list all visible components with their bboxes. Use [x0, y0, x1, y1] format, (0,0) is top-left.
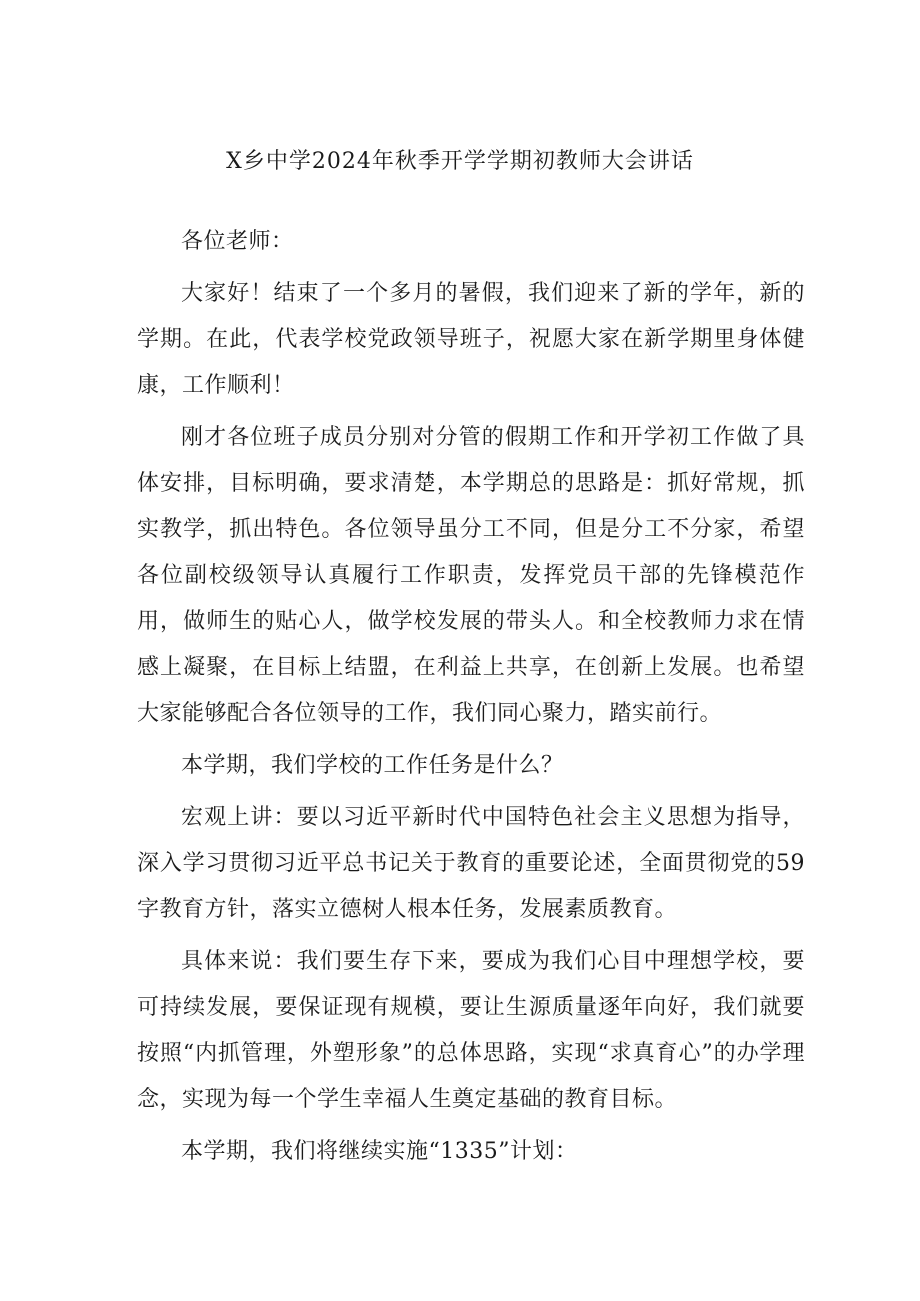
paragraph-greeting: 大家好！结束了一个多月的暑假，我们迎来了新的学年，新的学期。在此，代表学校党政领导班子，祝愿大家在新学期里身体健康，工作顺利！	[137, 281, 805, 398]
paragraph-question: 本学期，我们学校的工作任务是什么？	[181, 753, 564, 778]
document-body	[137, 219, 805, 1181]
paragraph-specific: 具体来说：我们要生存下来，要成为我们心目中理想学校，要可持续发展，要保证现有规模，要让生源质量逐年向好，我们就要按照“内抓管理，外塑形象”的总体思路，实现“求真育心”的办学理念，实现为每一个学生幸福人生奠定基础的教育目标。	[137, 949, 805, 1112]
document-title: X乡中学2024年秋季开学学期初教师大会讲话	[226, 149, 694, 174]
paragraph-plan: 本学期，我们将继续实施“1335”计划：	[181, 1139, 578, 1164]
paragraph-macro: 宏观上讲：要以习近平新时代中国特色社会主义思想为指导，深入学习贯彻习近平总书记关于教育的重要论述，全面贯彻党的59字教育方针，落实立德树人根本任务，发展素质教育。	[137, 805, 805, 922]
paragraph-work-arrangement: 刚才各位班子成员分别对分管的假期工作和开学初工作做了具体安排，目标明确，要求清楚，本学期总的思路是：抓好常规，抓实教学，抓出特色。各位领导虽分工不同，但是分工不分家，希望各位副校级领导认真履行工作职责，发挥党员干部的先锋模范作用，做师生的贴心人，做学校发展的带头人。和全校教师力求在情感上凝聚，在目标上结盟，在利益上共享，在创新上发展。也希望大家能够配合各位领导的工作，我们同心聚力，踏实前行。	[137, 425, 805, 726]
paragraph-salutation: 各位老师：	[181, 229, 294, 254]
